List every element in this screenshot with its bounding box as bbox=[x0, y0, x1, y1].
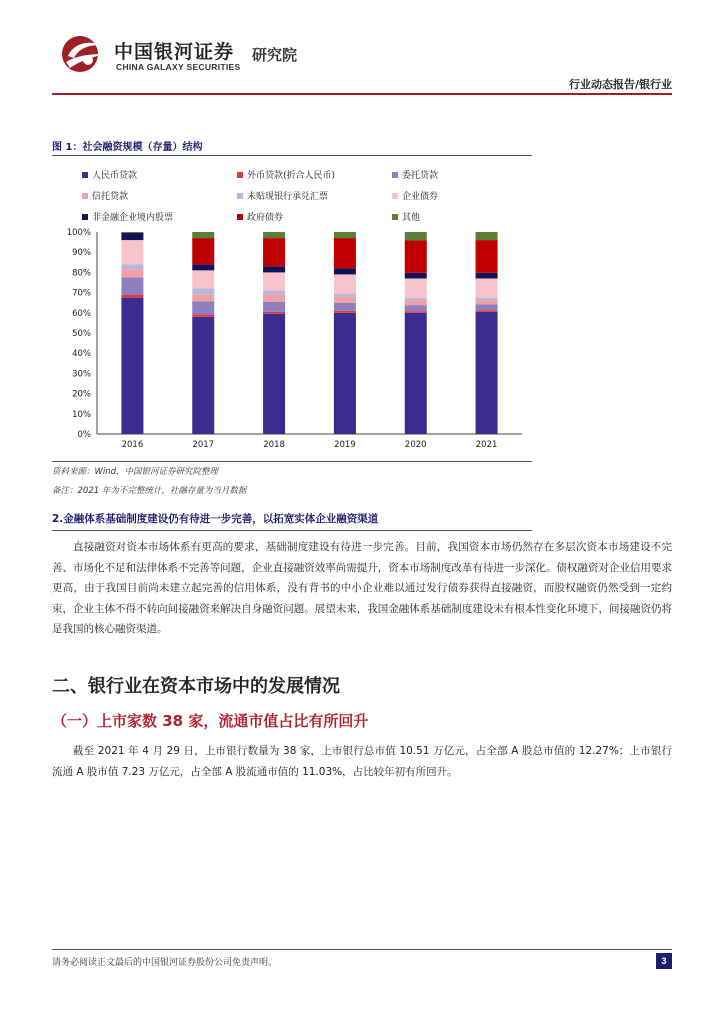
y-tick-label: 90% bbox=[72, 248, 91, 259]
figure-title: 图 1：社会融资规模（存量）结构 bbox=[52, 142, 203, 153]
bar-segment bbox=[263, 291, 285, 295]
bar-segment bbox=[263, 272, 285, 290]
bar-segment bbox=[334, 297, 356, 303]
y-tick-label: 20% bbox=[72, 389, 91, 400]
y-tick-label: 70% bbox=[72, 288, 91, 299]
y-tick-label: 30% bbox=[72, 369, 91, 380]
y-tick-label: 0% bbox=[77, 430, 91, 440]
bar-segment bbox=[476, 273, 498, 279]
footer-rule bbox=[52, 949, 672, 950]
bar-segment bbox=[121, 264, 143, 269]
y-tick-label: 50% bbox=[72, 329, 91, 339]
company-name-cn: 中国银河证券 bbox=[114, 41, 235, 63]
legend-label: 外币贷款(折合人民币) bbox=[247, 171, 336, 181]
bar-segment bbox=[334, 274, 356, 293]
legend-swatch bbox=[237, 193, 243, 199]
bar-segment bbox=[334, 303, 356, 311]
body-paragraph-1: 直接融资对资本市场体系有更高的要求，基础制度建设有待进一步完善。目前，我国资本市场仍然存在多层次资本市场建设不完善、市场化不足和法律体系不完善等问题，企业直接融资效率尚需提升，资本市场制度改革有待进一步深化。债权融资对企业信用要求更高，由于我国目前尚未建立起完善的信用体系，没有背书的中小企业难以通过发行债券获得直接融资，而股权融资仍然受到一定约束，企业主体不得不转向间接融资来解决自身融资问题。展望未来，我国金融体系基础制度建设未有根本性变化环境下，间接融资仍将是我国的核心融资渠道。 bbox=[52, 541, 672, 635]
legend-swatch bbox=[392, 193, 398, 199]
bar-segment bbox=[476, 310, 498, 312]
x-tick-label: 2018 bbox=[263, 440, 285, 450]
bar-segment bbox=[121, 233, 143, 240]
bar-segment bbox=[476, 240, 498, 273]
y-tick-label: 10% bbox=[72, 409, 91, 420]
x-tick-label: 2017 bbox=[192, 440, 215, 450]
bar-segment bbox=[405, 232, 427, 240]
subsection-heading: （一）上市家数 38 家，流通市值占比有所回升 bbox=[52, 712, 369, 730]
legend-swatch bbox=[82, 172, 88, 178]
bar-segment bbox=[263, 238, 285, 266]
bar-segment bbox=[405, 313, 427, 434]
legend-label: 企业债券 bbox=[402, 192, 439, 202]
legend-swatch bbox=[82, 193, 88, 199]
y-tick-label: 40% bbox=[72, 349, 91, 360]
footer-disclaimer: 请务必阅读正文最后的中国银河证券股份公司免责声明。 bbox=[52, 958, 278, 968]
legend-label: 政府债券 bbox=[247, 213, 284, 223]
figure-note: 备注：2021 年为不完整统计，社融存量为当月数据 bbox=[52, 486, 247, 496]
header-divider bbox=[52, 93, 672, 95]
bar-segment bbox=[476, 312, 498, 434]
x-tick-label: 2021 bbox=[475, 440, 498, 450]
x-tick-label: 2020 bbox=[404, 440, 427, 450]
bar-segment bbox=[121, 240, 143, 264]
financing-structure-chart bbox=[52, 160, 532, 460]
body-paragraph-2: 截至 2021 年 4 月 29 日，上市银行数量为 38 家，上市银行总市值 10.51 万亿元，占全部 A 股总市值的 12.27%；上市银行流通 A 股市值 7.23 万亿元，占全部 A 股流通市值的 11.03%，占比较年初有所回升。 bbox=[52, 745, 672, 778]
bar-segment bbox=[263, 295, 285, 302]
y-tick-label: 80% bbox=[72, 268, 91, 279]
bar-segment bbox=[263, 312, 285, 314]
bar-segment bbox=[263, 314, 285, 434]
y-tick-label: 100% bbox=[66, 228, 91, 238]
page-number: 3 bbox=[656, 953, 672, 969]
legend-swatch bbox=[392, 172, 398, 178]
galaxy-logo-icon bbox=[58, 34, 106, 74]
bar-segment bbox=[476, 305, 498, 311]
bar-segment bbox=[192, 301, 214, 314]
bar-segment bbox=[263, 232, 285, 238]
bar-segment bbox=[121, 277, 143, 294]
bar-segment bbox=[334, 313, 356, 434]
legend-label: 人民币贷款 bbox=[92, 171, 138, 181]
x-tick-label: 2019 bbox=[334, 440, 356, 450]
legend-label: 信托贷款 bbox=[92, 192, 129, 202]
bar-segment bbox=[192, 270, 214, 288]
bar-segment bbox=[405, 300, 427, 305]
legend-label: 其他 bbox=[402, 213, 421, 223]
page-header bbox=[0, 0, 724, 95]
figure-bottom-rule bbox=[52, 461, 532, 462]
bar-segment bbox=[192, 314, 214, 316]
legend-swatch bbox=[82, 214, 88, 220]
bar-segment bbox=[476, 298, 498, 300]
bar-segment bbox=[334, 311, 356, 313]
section-rule bbox=[52, 530, 532, 531]
figure-top-rule bbox=[52, 155, 532, 156]
bar-segment bbox=[263, 266, 285, 272]
bar-segment bbox=[476, 232, 498, 240]
bar-segment bbox=[334, 238, 356, 268]
legend-swatch bbox=[392, 214, 398, 220]
legend-label: 委托贷款 bbox=[402, 171, 439, 181]
bar-segment bbox=[405, 278, 427, 297]
chapter-heading: 二、银行业在资本市场中的发展情况 bbox=[52, 676, 340, 697]
bar-segment bbox=[476, 278, 498, 297]
company-name-en: CHINA GALAXY SECURITIES bbox=[116, 62, 241, 72]
legend-swatch bbox=[237, 172, 243, 178]
bar-segment bbox=[334, 294, 356, 297]
legend-label: 未贴现银行承兑汇票 bbox=[247, 192, 329, 202]
section-heading: 2.金融体系基础制度建设仍有待进一步完善，以拓宽实体企业融资渠道 bbox=[52, 513, 379, 525]
bar-segment bbox=[263, 302, 285, 312]
bar-segment bbox=[121, 295, 143, 298]
legend-swatch bbox=[237, 214, 243, 220]
figure-source: 资料来源：Wind，中国银河证券研究院整理 bbox=[52, 467, 219, 477]
bar-segment bbox=[192, 232, 214, 238]
bar-segment bbox=[121, 269, 143, 277]
bar-segment bbox=[476, 300, 498, 304]
bar-segment bbox=[405, 298, 427, 300]
bar-segment bbox=[192, 238, 214, 264]
bar-segment bbox=[121, 232, 143, 233]
bar-segment bbox=[405, 311, 427, 313]
x-tick-label: 2016 bbox=[121, 440, 144, 450]
y-tick-label: 60% bbox=[72, 308, 91, 319]
bar-segment bbox=[192, 294, 214, 301]
bar-segment bbox=[334, 268, 356, 274]
bar-segment bbox=[405, 305, 427, 311]
bar-segment bbox=[405, 240, 427, 272]
bar-segment bbox=[121, 298, 143, 434]
department-name: 研究院 bbox=[252, 46, 298, 64]
bar-segment bbox=[192, 317, 214, 434]
bar-segment bbox=[192, 289, 214, 295]
bar-segment bbox=[405, 273, 427, 279]
bar-segment bbox=[192, 264, 214, 270]
legend-label: 非金融企业境内股票 bbox=[92, 213, 174, 223]
bar-segment bbox=[334, 232, 356, 238]
report-type: 行业动态报告/银行业 bbox=[568, 78, 672, 91]
